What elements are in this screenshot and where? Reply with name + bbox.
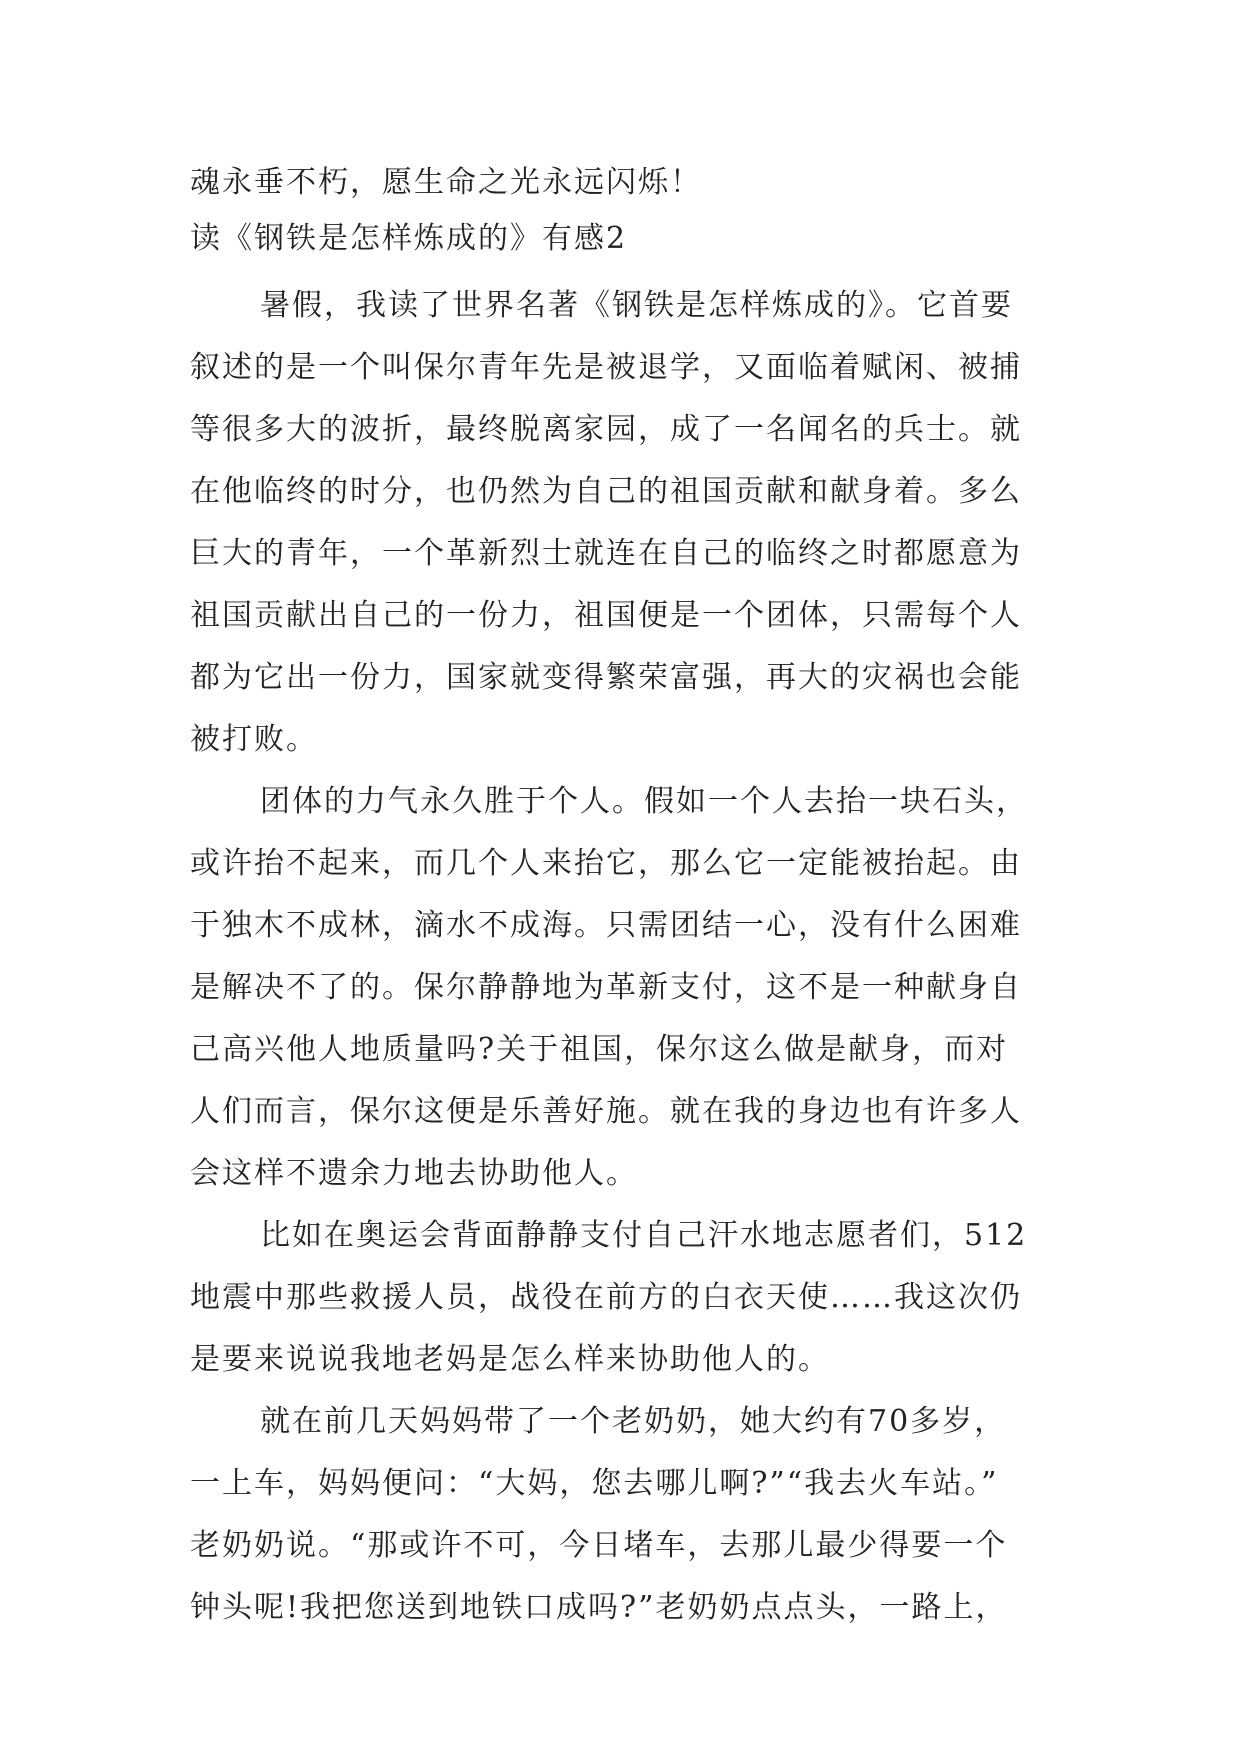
paragraph-line: 就在前几天妈妈带了一个老奶奶，她大约有70多岁， xyxy=(260,1404,1007,1439)
paragraph-line: 或许抬不起来，而几个人来抬它，那么它一定能被抬起。由 xyxy=(190,846,1022,881)
paragraph-line: 老奶奶说。“那或许不可，今日堵车，去那儿最少得要一个 xyxy=(190,1528,1008,1563)
paragraph-4 xyxy=(190,1391,1050,1639)
paragraph-line: 祖国贡献出自己的一份力，祖国便是一个团体，只需每个人 xyxy=(190,598,1022,633)
paragraph-line: 巨大的青年，一个革新烈士就连在自己的临终之时都愿意为 xyxy=(190,536,1022,571)
essay-title: 读《钢铁是怎样炼成的》有感2 xyxy=(190,221,628,256)
paragraph-line: 会这样不遗余力地去协助他人。 xyxy=(190,1156,638,1191)
paragraph-line: 地震中那些救援人员，战役在前方的白衣天使……我这次仍 xyxy=(190,1280,1022,1315)
paragraph-line: 是要来说说我地老妈是怎么样来协助他人的。 xyxy=(190,1342,830,1377)
paragraph-3 xyxy=(190,1205,1050,1391)
document-body xyxy=(190,158,1050,1639)
paragraph-line: 一上车，妈妈便问：“大妈，您去哪儿啊?”“我去火车站。” xyxy=(190,1466,999,1501)
opening-line: 魂永垂不朽，愿生命之光永远闪烁！ xyxy=(190,165,702,200)
paragraph-line: 团体的力气永久胜于个人。假如一个人去抬一块石头， xyxy=(260,784,1028,819)
paragraph-line: 钟头呢!我把您送到地铁口成吗?”老奶奶点点头，一路上， xyxy=(190,1590,1008,1625)
paragraph-2 xyxy=(190,771,1050,1205)
paragraph-line: 被打败。 xyxy=(190,722,318,757)
paragraph-line: 等很多大的波折，最终脱离家园，成了一名闻名的兵士。就 xyxy=(190,412,1022,447)
paragraph-line: 于独木不成林，滴水不成海。只需团结一心，没有什么困难 xyxy=(190,908,1022,943)
paragraph-line: 都为它出一份力，国家就变得繁荣富强，再大的灾祸也会能 xyxy=(190,660,1022,695)
paragraph-line: 是解决不了的。保尔静静地为革新支付，这不是一种献身自 xyxy=(190,970,1022,1005)
paragraph-1 xyxy=(190,275,1050,771)
paragraph-line: 人们而言，保尔这便是乐善好施。就在我的身边也有许多人 xyxy=(190,1094,1022,1129)
paragraph-line: 己高兴他人地质量吗?关于祖国，保尔这么做是献身，而对 xyxy=(190,1032,1009,1067)
paragraph-line: 暑假，我读了世界名著《钢铁是怎样炼成的》。它首要 xyxy=(260,288,1013,323)
paragraph-line: 在他临终的时分，也仍然为自己的祖国贡献和献身着。多么 xyxy=(190,474,1022,509)
paragraph-line: 叙述的是一个叫保尔青年先是被退学，又面临着赋闲、被捕 xyxy=(190,350,1022,385)
paragraph-line: 比如在奥运会背面静静支付自己汗水地志愿者们，512 xyxy=(260,1218,1028,1253)
